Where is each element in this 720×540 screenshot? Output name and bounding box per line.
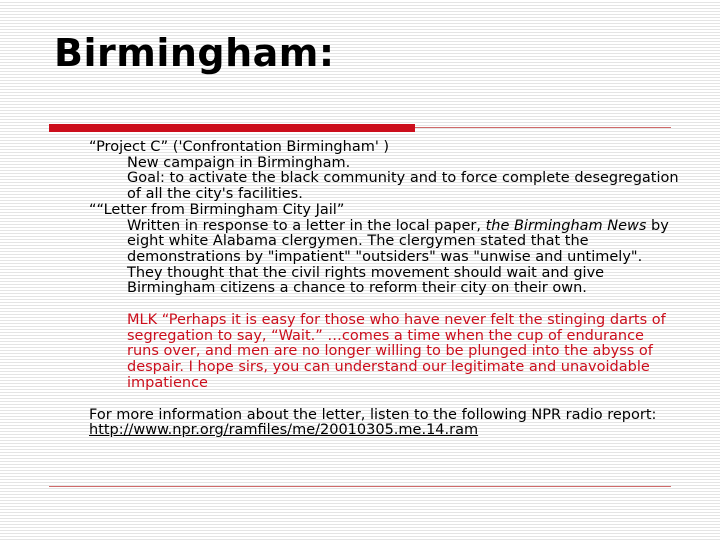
bullet-project-c: “Project C” ('Confrontation Birmingham' ) <box>89 139 390 155</box>
npr-report-link[interactable]: http://www.npr.org/ramfiles/me/20010305.me.14.ram <box>89 422 479 439</box>
response-text-before: Written in response to a letter in the local paper, <box>127 217 486 234</box>
more-info-text: For more information about the letter, listen to the following NPR radio report: <box>89 406 657 423</box>
subbullet-written-in-response <box>89 219 679 298</box>
subbullet-goal: Goal: to activate the black community and to force complete desegregation of all the city's facilities. <box>127 170 679 203</box>
title-accent-bar <box>49 124 415 132</box>
subbullet-new-campaign: New campaign in Birmingham. <box>127 154 351 171</box>
slide-title: Birmingham: <box>54 31 335 75</box>
response-text-after: by eight white Alabama clergymen. The clergymen stated that the demonstrations by "impatient" "outsiders" was "unwise and untimely". They thought that the civil rights movement should wait and give Birmingham citizens a chance to reform their city on their own. <box>127 217 669 297</box>
title-divider-line <box>415 127 671 128</box>
mlk-quote: MLK “Perhaps it is easy for those who have never felt the stinging darts of segregation to say, “Wait.” …comes a time when the cup of endurance runs over, and men are no longer willing to be plunged into the abyss of despair. I hope sirs, you can understand our legitimate and unavoidable impatience <box>127 312 666 391</box>
bullet-more-information <box>89 408 679 439</box>
bottom-divider-line <box>49 486 671 487</box>
slide-content <box>89 140 679 439</box>
bullet-letter-from-jail: ““Letter from Birmingham City Jail” <box>89 201 345 218</box>
newspaper-name: the Birmingham News <box>485 217 647 234</box>
